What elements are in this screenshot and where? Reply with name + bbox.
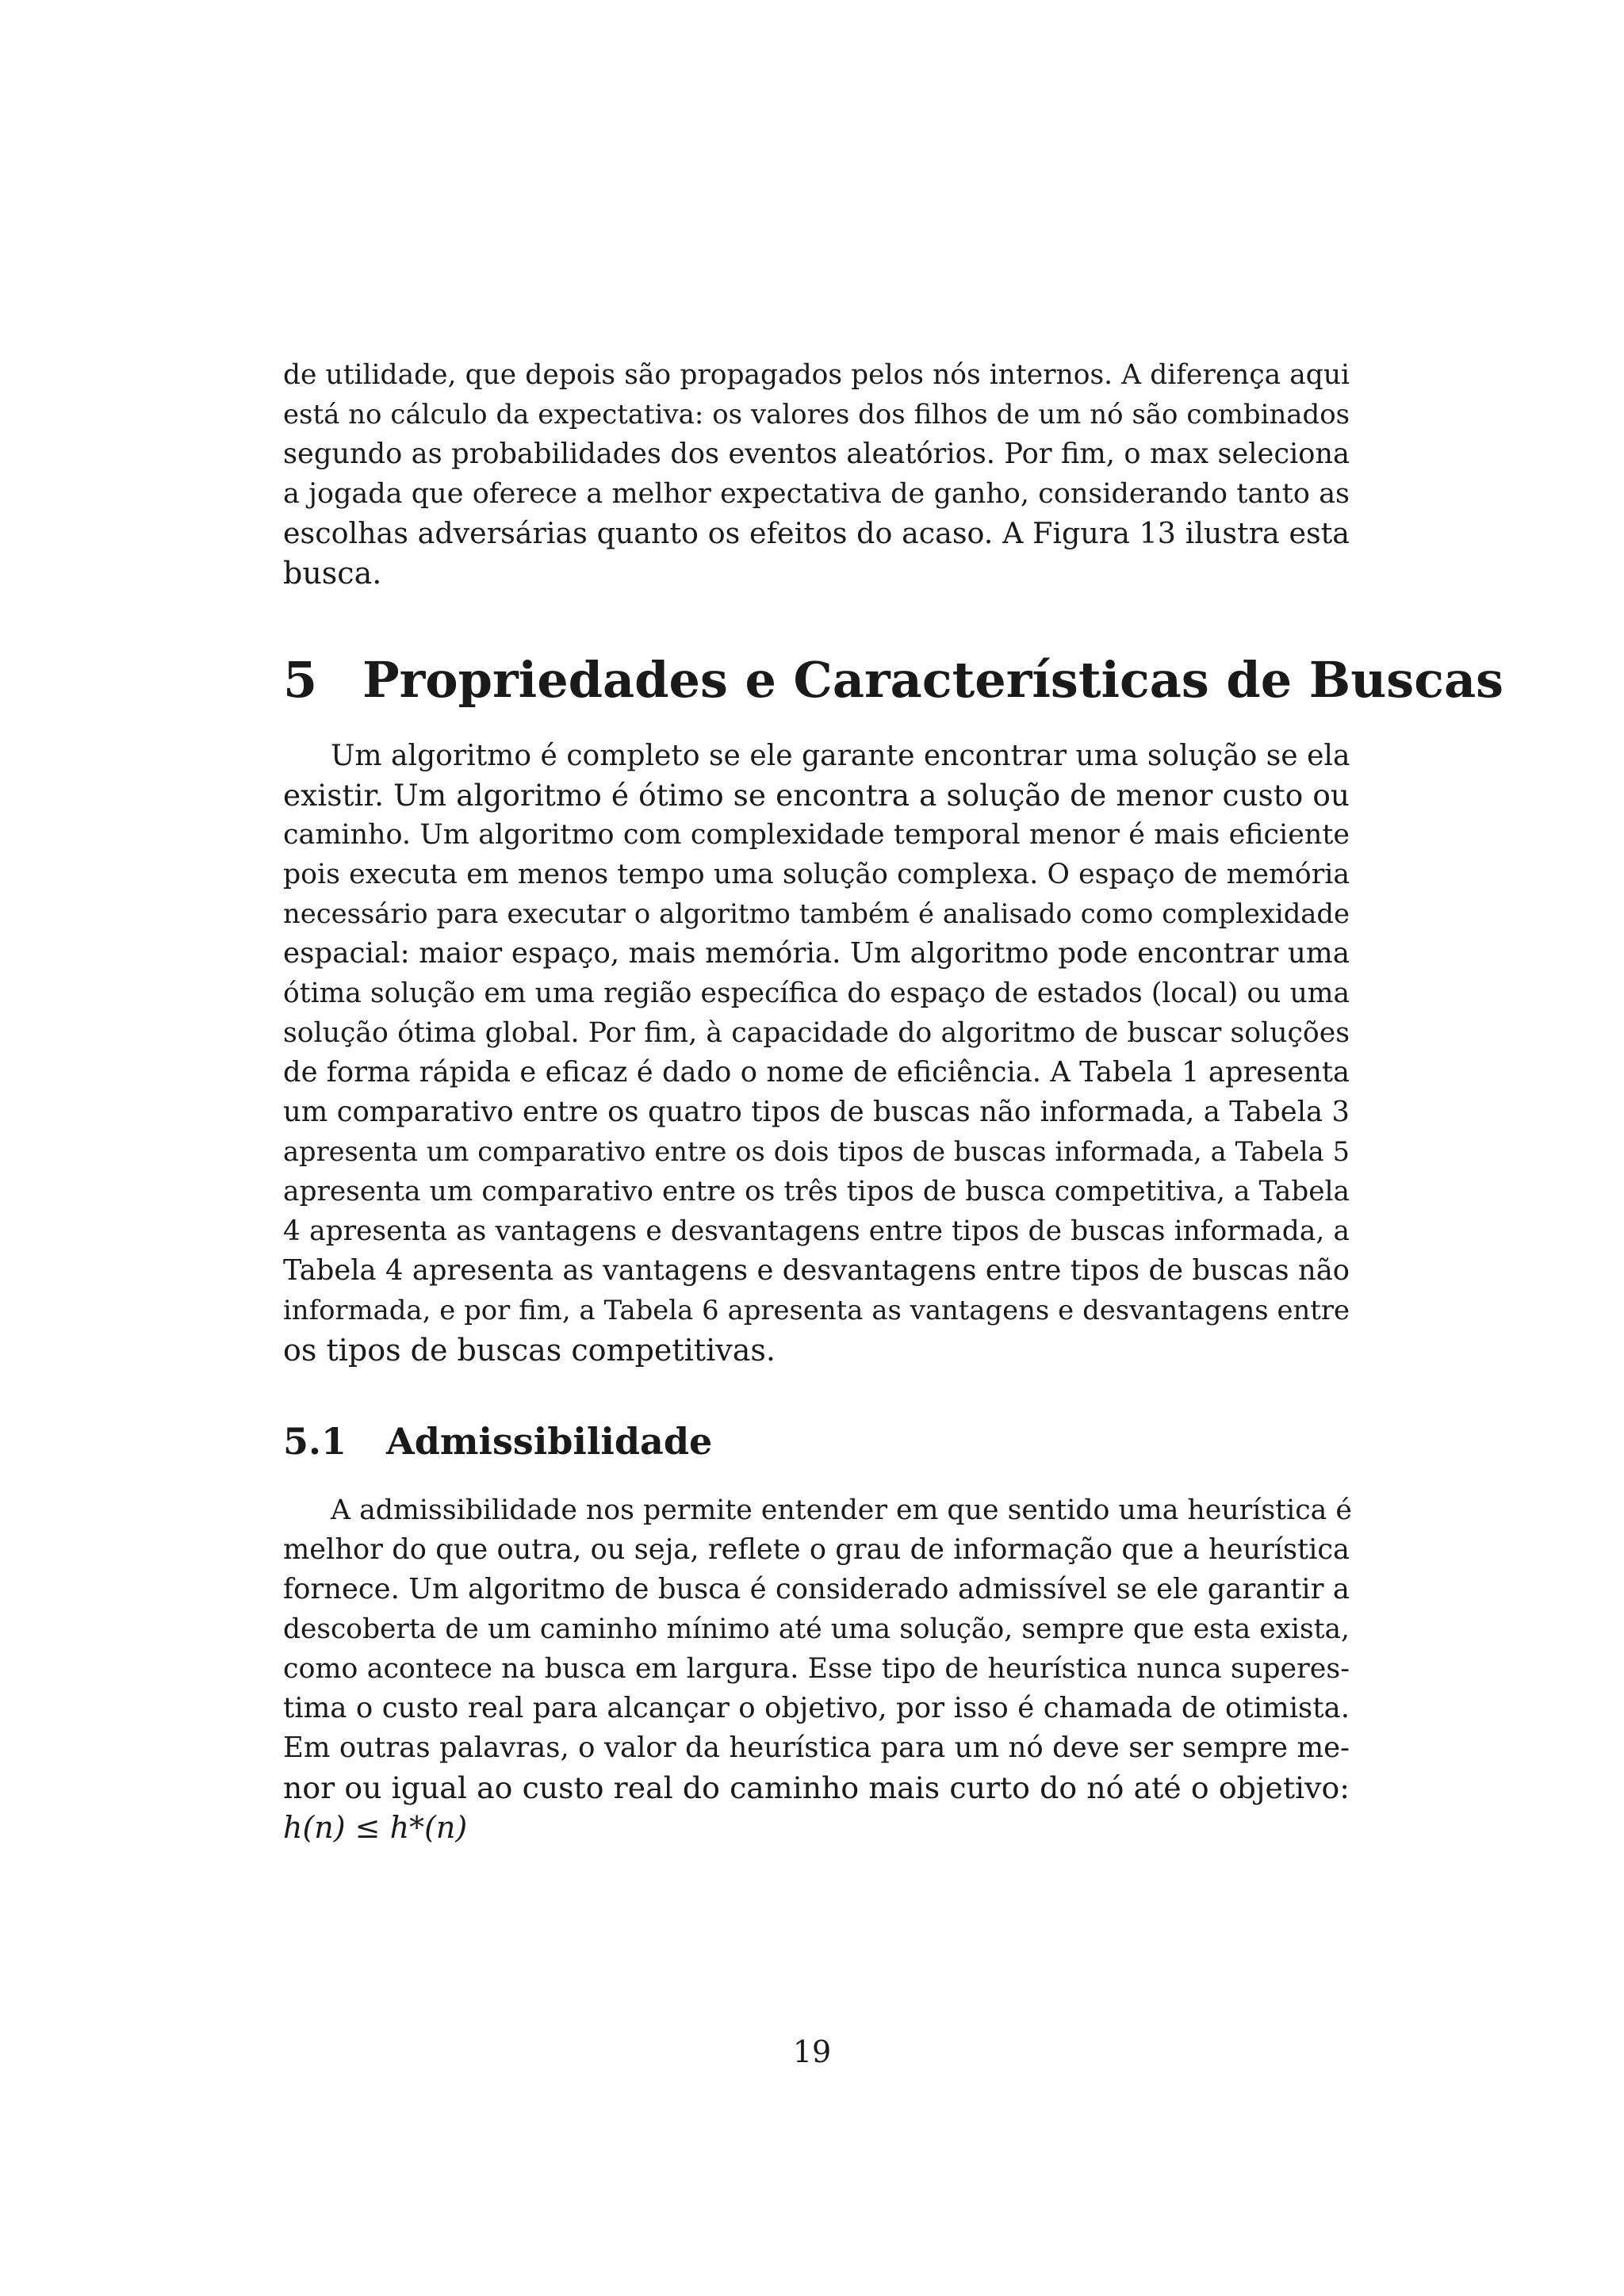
text-line: necessário para executar o algoritmo também é analisado como complexidade (283, 898, 1350, 929)
text-line: de utilidade, que depois são propagados pelos nós internos. A diferença aqui (283, 359, 1350, 391)
text-line: informada, e por fim, a Tabela 6 apresenta as vantagens e desvantagens entre (283, 1295, 1350, 1326)
subsection-number: 5.1 (283, 1420, 347, 1463)
section-title: Propriedades e Características de Buscas (362, 651, 1504, 709)
text-line: ótima solução em uma região específica do espaço de estados (local) ou uma (283, 978, 1350, 1009)
text-line: Um algoritmo é completo se ele garante encontrar uma solução se ela (331, 739, 1350, 772)
text-line: um comparativo entre os quatro tipos de buscas não informada, a Tabela 3 (283, 1096, 1350, 1128)
text-line: a jogada que oferece a melhor expectativa de ganho, considerando tanto as (283, 478, 1350, 510)
section-paragraph (283, 736, 1350, 1370)
text-line: como acontece na busca em largura. Esse tipo de heurística nunca superes- (283, 1653, 1350, 1685)
text-line: os tipos de buscas competitivas. (283, 1333, 776, 1368)
text-line: caminho. Um algoritmo com complexidade temporal menor é mais eficiente (283, 819, 1350, 851)
text-line: 4 apresenta as vantagens e desvantagens entre tipos de buscas informada, a (283, 1215, 1350, 1247)
text-line: segundo as probabilidades dos eventos aleatórios. Por fim, o max seleciona (283, 438, 1350, 470)
page-number: 19 (792, 2034, 832, 2069)
text-line: de forma rápida e eficaz é dado o nome de eficiência. A Tabela 1 apresenta (283, 1056, 1350, 1089)
section-heading (283, 649, 1503, 712)
section-number: 5 (283, 651, 318, 709)
subsection-paragraph (283, 1490, 1350, 1847)
text-line: escolhas adversárias quanto os efeitos do acaso. A Figura 13 ilustra esta (283, 516, 1350, 550)
paragraph-continued (283, 355, 1350, 593)
text-line: Tabela 4 apresenta as vantagens e desvantagens entre tipos de buscas não (283, 1254, 1350, 1287)
text-line: fornece. Um algoritmo de busca é considerado admissível se ele garantir a (283, 1573, 1350, 1605)
text-line: nor ou igual ao custo real do caminho mais curto do nó até o objetivo: (283, 1770, 1350, 1805)
text-line: busca. (283, 556, 382, 591)
text-line: apresenta um comparativo entre os três tipos de busca competitiva, a Tabela (283, 1176, 1350, 1207)
text-line: tima o custo real para alcançar o objetivo, por isso é chamada de otimista. (283, 1692, 1350, 1724)
text-line: existir. Um algoritmo é ótimo se encontra a solução de menor custo ou (283, 778, 1350, 813)
text-line: melhor do que outra, ou seja, reflete o grau de informação que a heurística (283, 1533, 1350, 1566)
subsection-title: Admissibilidade (386, 1420, 713, 1463)
text-line: solução ótima global. Por fim, à capacidade do algoritmo de buscar soluções (283, 1017, 1350, 1049)
formula: h(n) ≤ h*(n) (283, 1810, 468, 1845)
subsection-heading (283, 1418, 712, 1465)
text-line: pois executa em menos tempo uma solução complexa. O espaço de memória (283, 859, 1350, 890)
text-line: Em outras palavras, o valor da heurística para um nó deve ser sempre me- (283, 1732, 1350, 1764)
text-line: está no cálculo da expectativa: os valores dos filhos de um nó são combinados (283, 399, 1350, 430)
text-line: espacial: maior espaço, mais memória. Um algoritmo pode encontrar uma (283, 937, 1350, 970)
text-line: descoberta de um caminho mínimo até uma solução, sempre que esta exista, (283, 1613, 1350, 1645)
text-line: A admissibilidade nos permite entender em que sentido uma heurística é (331, 1494, 1352, 1526)
text-line: apresenta um comparativo entre os dois tipos de buscas informada, a Tabela 5 (283, 1136, 1350, 1167)
